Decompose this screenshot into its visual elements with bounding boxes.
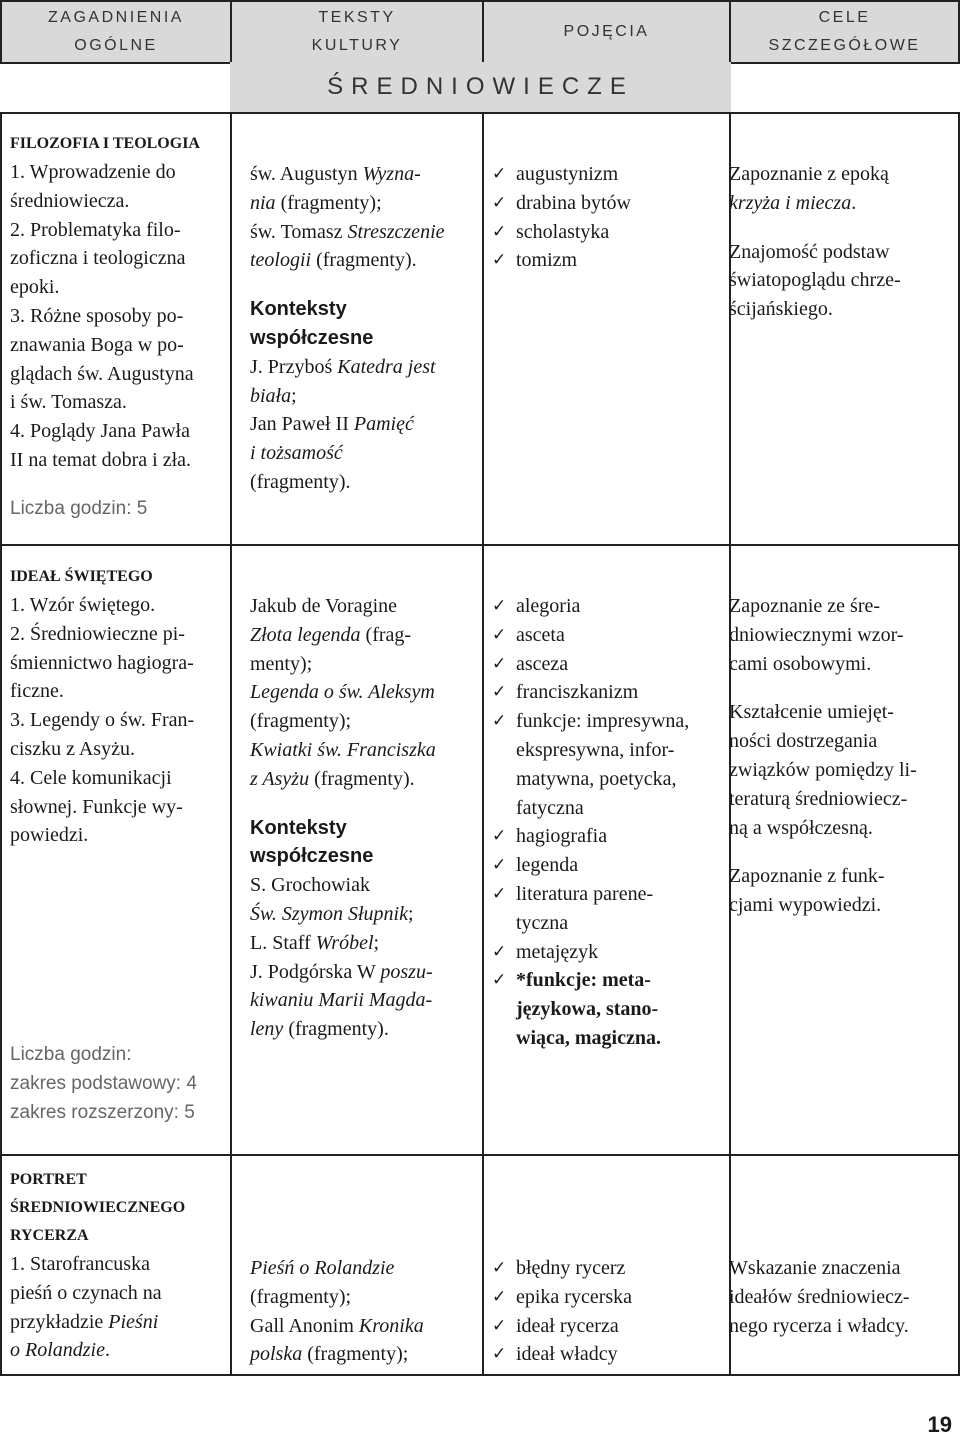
text-line: (fragmenty);	[250, 1285, 352, 1308]
check-icon: ✓	[492, 250, 507, 270]
check-icon: ✓	[492, 970, 507, 990]
section-title-line: PORTRET	[10, 1171, 87, 1188]
context-line: kiwaniu Marii Magda-	[250, 989, 433, 1012]
concept-item: ✓ franciszkanizm	[490, 678, 726, 707]
goal-line: Wskazanie znaczenia	[729, 1257, 901, 1279]
text-line: Złota legenda (frag-	[250, 623, 412, 646]
goal-line: cjami wypowiedzi.	[729, 894, 882, 917]
text-line: Jakub de Voragine	[250, 595, 398, 617]
topic-line: epoki.	[10, 276, 60, 299]
row3-col2-content	[250, 1254, 480, 1369]
contexts-heading-line: współczesne	[250, 326, 374, 349]
topic-line: 4. Poglądy Jana Pawła	[10, 420, 190, 443]
goal-line: nego rycerza i władcy.	[729, 1314, 909, 1337]
topic-line: 1. Wzór świętego.	[10, 594, 156, 616]
hours-line: zakres podstawowy: 4	[10, 1072, 197, 1094]
concept-item: ✓ metajęzyk	[490, 938, 726, 967]
section-title-knight	[10, 1166, 226, 1250]
goal-paragraph	[729, 698, 955, 842]
concept-item: ✓ ideał władcy	[490, 1340, 726, 1369]
header-culture-texts-line1: TEKSTY	[318, 9, 396, 26]
text-line: Pieśń o Rolandzie	[250, 1257, 395, 1279]
goal-line: krzyża i miecza.	[729, 191, 857, 214]
row2-col3-content	[490, 592, 726, 1053]
topic-line: 3. Różne sposoby po-	[10, 304, 184, 327]
goal-line: światopoglądu chrze-	[729, 269, 901, 292]
header-general-issues-line1: ZAGADNIENIA	[48, 9, 184, 26]
topic-line: 1. Wprowadzenie do	[10, 161, 176, 183]
section-title-saint: IDEAŁ ŚWIĘTEGO	[10, 568, 153, 585]
context-line: S. Grochowiak	[250, 874, 370, 897]
row2-col1-content	[10, 563, 226, 1123]
texts-main-saint	[250, 592, 480, 794]
header-detailed-goals-line1: CELE	[818, 9, 871, 26]
concepts-list-knight	[490, 1254, 726, 1369]
row2-col2-content	[250, 592, 480, 1044]
hours-philosophy	[10, 495, 226, 524]
goal-line: ną a współczesną.	[729, 816, 873, 839]
check-icon: ✓	[492, 711, 507, 731]
goal-line: związków pomiędzy li-	[729, 758, 917, 781]
check-icon: ✓	[492, 653, 507, 673]
goal-paragraph	[729, 160, 955, 218]
period-heading: ŚREDNIOWIECZE	[230, 62, 731, 112]
context-line: i tożsamość	[250, 442, 343, 465]
check-icon: ✓	[492, 855, 507, 875]
topic-line: 2. Problematyka filo-	[10, 218, 181, 241]
check-icon: ✓	[492, 682, 507, 702]
header-culture-texts-line2: KULTURY	[311, 37, 403, 54]
topic-line: ficzne.	[10, 680, 64, 703]
section-items-philosophy	[10, 158, 226, 475]
section-title-philosophy: FILOZOFIA I TEOLOGIA	[10, 135, 200, 152]
concept-item: ✓ tomizm	[490, 246, 726, 275]
contexts-heading-line: Konteksty	[250, 298, 347, 321]
goal-line: Zapoznanie ze śre-	[729, 595, 881, 617]
header-detailed-goals-line2: SZCZEGÓŁOWE	[768, 37, 921, 54]
header-culture-texts	[230, 0, 484, 64]
goal-line: ności dostrzegania	[729, 730, 878, 753]
topic-line: słownej. Funkcje wy-	[10, 795, 183, 818]
goal-line: teraturą średniowiecz-	[729, 787, 908, 810]
header-detailed-goals	[729, 0, 960, 64]
topic-line: znawania Boga w po-	[10, 333, 184, 356]
goal-paragraph	[729, 238, 955, 324]
text-line: z Asyżu (fragmenty).	[250, 767, 415, 790]
hours-line: Liczba godzin: 5	[10, 497, 148, 519]
topic-line: przykładzie Pieśni	[10, 1310, 159, 1333]
check-icon: ✓	[492, 164, 507, 183]
text-line: menty);	[250, 652, 313, 675]
goal-line: ścijańskiego.	[729, 298, 833, 321]
check-icon: ✓	[492, 624, 507, 644]
text-line: św. Tomasz Streszczenie	[250, 220, 445, 243]
topic-line: powiedzi.	[10, 824, 89, 847]
goal-paragraph	[729, 592, 955, 678]
row3-col4-content	[729, 1254, 955, 1360]
header-concepts	[482, 0, 731, 64]
context-line: biała;	[250, 384, 297, 407]
concepts-list-philosophy	[490, 160, 726, 275]
contexts-saint	[250, 871, 480, 1044]
concept-item: ✓ funkcje: impresywna, ekspresywna, infor- matywna, poetycka, fatyczna	[490, 707, 726, 822]
goal-line: cami osobowymi.	[729, 652, 872, 675]
topic-line: średniowiecza.	[10, 189, 130, 212]
check-icon: ✓	[492, 826, 507, 846]
row3-col1-content	[10, 1166, 226, 1365]
text-line: nia (fragmenty);	[250, 191, 382, 214]
concept-item: ✓ augustynizm	[490, 160, 726, 189]
section-items-knight	[10, 1250, 226, 1365]
topic-line: pieśń o czynach na	[10, 1281, 162, 1304]
topic-line: 2. Średniowieczne pi-	[10, 622, 185, 645]
context-line: L. Staff Wróbel;	[250, 931, 380, 954]
context-line: J. Podgórska W poszu-	[250, 960, 433, 983]
topic-line: śmiennictwo hagiogra-	[10, 651, 194, 674]
row2-col4-content	[729, 592, 955, 940]
concept-item: ✓ ideał rycerza	[490, 1312, 726, 1341]
concept-item: ✓ hagiografia	[490, 822, 726, 851]
row1-col2-content	[250, 160, 480, 497]
text-line: Kwiatki św. Franciszka	[250, 738, 436, 761]
text-line: polska (fragmenty);	[250, 1343, 409, 1366]
check-icon: ✓	[492, 941, 507, 961]
topic-line: II na temat dobra i zła.	[10, 448, 192, 471]
concepts-list-saint	[490, 592, 726, 1053]
check-icon: ✓	[492, 192, 507, 212]
concept-item: ✓ epika rycerska	[490, 1283, 726, 1312]
concept-item: ✓ błędny rycerz	[490, 1254, 726, 1283]
contexts-heading-philosophy	[250, 295, 480, 353]
section-title-line: ŚREDNIOWIECZNEGO	[10, 1199, 186, 1216]
concept-item: ✓ asceta	[490, 621, 726, 650]
concept-item: ✓ scholastyka	[490, 218, 726, 247]
texts-main-philosophy	[250, 160, 480, 275]
topic-line: 3. Legendy o św. Fran-	[10, 709, 195, 732]
contexts-philosophy	[250, 353, 480, 497]
topic-line: i św. Tomasza.	[10, 391, 127, 414]
goal-line: Kształcenie umiejęt-	[729, 701, 894, 724]
topic-line: ciszku z Asyżu.	[10, 737, 135, 760]
topic-line: o Rolandzie.	[10, 1339, 110, 1362]
goal-line: dniowiecznymi wzor-	[729, 623, 904, 646]
check-icon: ✓	[492, 883, 507, 903]
goal-line: Zapoznanie z funk-	[729, 865, 885, 888]
context-line: leny (fragmenty).	[250, 1018, 389, 1041]
header-general-issues-line2: OGÓLNE	[74, 37, 158, 54]
check-icon: ✓	[492, 221, 507, 241]
context-line: (fragmenty).	[250, 470, 351, 493]
header-general-issues	[0, 0, 232, 64]
goal-line: Znajomość podstaw	[729, 240, 890, 263]
concept-item: ✓ literatura parene- tyczna	[490, 880, 726, 938]
concept-item: ✓ legenda	[490, 851, 726, 880]
topic-line: 1. Starofrancuska	[10, 1253, 150, 1275]
hours-saint	[10, 1041, 197, 1127]
text-line: (fragmenty);	[250, 710, 352, 733]
hours-line: Liczba godzin:	[10, 1044, 132, 1065]
row1-col3-content	[490, 160, 726, 275]
concept-item: ✓ drabina bytów	[490, 189, 726, 218]
text-line: św. Augustyn Wyzna-	[250, 163, 421, 185]
check-icon: ✓	[492, 1344, 507, 1364]
context-line: J. Przyboś Katedra jest	[250, 355, 436, 378]
text-line: Legenda o św. Aleksym	[250, 681, 435, 704]
check-icon: ✓	[492, 1258, 507, 1277]
text-line: Gall Anonim Kronika	[250, 1314, 424, 1337]
goal-paragraph	[729, 862, 955, 920]
context-line: Św. Szymon Słupnik;	[250, 902, 414, 925]
row3-col3-content	[490, 1254, 726, 1369]
topic-line: zoficzna i teologiczna	[10, 247, 186, 270]
hours-line: zakres rozszerzony: 5	[10, 1101, 195, 1123]
row1-col1-content	[10, 130, 226, 524]
context-line: Jan Paweł II Pamięć	[250, 413, 414, 436]
concept-item: ✓ *funkcje: meta- językowa, stano- wiąca, magiczna.	[490, 966, 726, 1052]
check-icon: ✓	[492, 1315, 507, 1335]
page-number: 19	[927, 1412, 952, 1437]
header-concepts-line1: POJĘCIA	[563, 23, 650, 40]
text-line: teologii (fragmenty).	[250, 249, 417, 272]
contexts-heading-line: współczesne	[250, 845, 374, 868]
topic-line: 4. Cele komunikacji	[10, 766, 172, 789]
goal-line: Zapoznanie z epoką	[729, 163, 889, 185]
check-icon: ✓	[492, 596, 507, 615]
concept-item: ✓ asceza	[490, 650, 726, 679]
section-items-saint	[10, 591, 226, 850]
goal-line: ideałów średniowiecz-	[729, 1285, 910, 1308]
topic-line: glądach św. Augustyna	[10, 362, 194, 385]
concept-item: ✓ alegoria	[490, 592, 726, 621]
contexts-heading-line: Konteksty	[250, 816, 347, 839]
contexts-heading-saint	[250, 814, 480, 872]
goal-paragraph	[729, 1254, 955, 1340]
row1-col4-content	[729, 160, 955, 344]
check-icon: ✓	[492, 1286, 507, 1306]
section-title-line: RYCERZA	[10, 1227, 89, 1244]
